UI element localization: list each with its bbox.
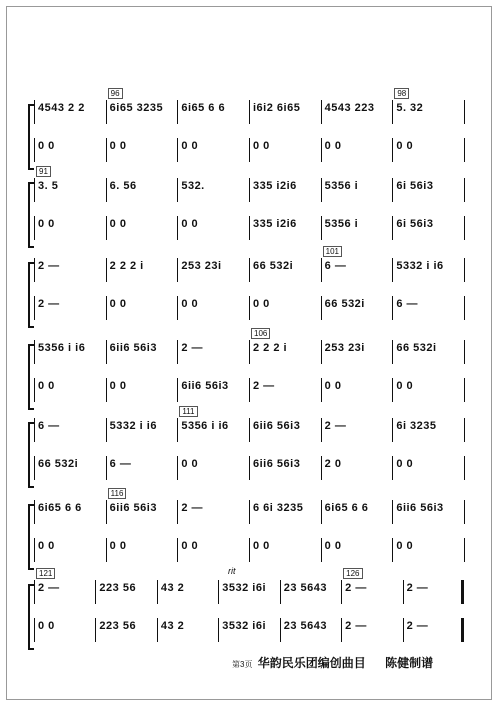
barline [106,100,107,124]
measure-notes: 2 — [324,420,347,432]
barline [392,100,393,124]
barline [177,258,178,282]
measure-notes: 43 2 [160,582,185,594]
measure-notes: 5356 i i6 [38,342,86,354]
barline [392,138,393,162]
barline [341,580,342,604]
measure-notes: 6 — [396,298,419,310]
barline [392,378,393,402]
lower-staff [34,456,464,480]
rehearsal-number: 111 [179,406,197,417]
barline [249,538,250,562]
barline [392,178,393,202]
measure-notes: 2 — [181,342,204,354]
measure-notes: 2 — [345,620,367,632]
barline [177,500,178,524]
barline [177,418,178,442]
barline [106,418,107,442]
barline [321,258,322,282]
score-system [34,89,464,172]
barline [34,216,35,240]
barline [157,618,158,642]
measure-notes: 66 532i [396,342,437,354]
barline [464,500,465,524]
barline [403,580,404,604]
measure-notes: 0 0 [396,380,414,392]
barline [106,456,107,480]
measure-notes: 3532 i6i [222,620,267,632]
rehearsal-number: 98 [394,88,409,99]
barline [464,456,465,480]
measure-notes: 5356 i i6 [181,420,229,432]
barline [249,296,250,320]
measure-notes: 6ii6 56i3 [396,502,444,514]
barline [392,418,393,442]
barline [95,618,96,642]
barline [95,580,96,604]
barline [321,340,322,364]
measure-notes: 6ii6 56i3 [109,502,157,514]
measure-notes: 253 23i [324,342,365,354]
measure-notes: 0 0 [109,140,127,152]
measure-notes: 66 532i [38,458,79,470]
measure-notes: 0 0 [109,380,127,392]
troupe-title: 华韵民乐团编创曲目 [257,656,366,670]
score-system [34,329,464,412]
barline [106,378,107,402]
barline [249,100,250,124]
measure-notes: 6ii6 56i3 [181,380,229,392]
barline [464,296,465,320]
barline [249,500,250,524]
barline [177,340,178,364]
barline [392,340,393,364]
rehearsal-number: 106 [251,328,270,339]
barline [321,100,322,124]
barline [34,258,35,282]
barline [392,216,393,240]
barline [464,538,465,562]
lower-staff [34,378,464,402]
measure-notes: 6ii6 56i3 [253,458,301,470]
barline [464,100,465,124]
measure-notes: 0 0 [181,540,199,552]
measure-notes: 223 56 [99,582,137,594]
measure-notes: 2 2 2 i [253,342,288,354]
barline [34,296,35,320]
lower-staff [34,138,464,162]
measure-notes: 0 0 [38,218,55,230]
footer [232,654,433,671]
measure-notes: 2 — [345,582,367,594]
barline [177,456,178,480]
measure-notes: 223 56 [99,620,137,632]
barline [321,538,322,562]
measure-notes: 0 0 [181,140,199,152]
barline [464,340,465,364]
rehearsal-number: 116 [108,488,127,499]
barline [106,500,107,524]
author-credit: 陈健制谱 [385,656,434,670]
measure-notes: 5356 i [324,218,359,230]
barline [321,178,322,202]
measure-notes: 0 0 [324,140,342,152]
measure-notes: 0 0 [38,540,55,552]
barline [34,418,35,442]
measure-notes: 0 0 [109,218,127,230]
measure-notes: 66 532i [324,298,365,310]
measure-notes: 335 i2i6 [253,180,297,192]
measure-notes: 2 — [406,582,429,594]
measure-notes: 6 — [38,420,60,432]
measure-notes: 4543 223 [324,102,375,114]
barline [280,618,281,642]
measure-notes: 0 0 [396,458,414,470]
barline [249,418,250,442]
measure-notes: 23 5643 [283,582,327,594]
measure-notes: 6 — [109,458,132,470]
barline [321,216,322,240]
measure-notes: 6i 56i3 [396,180,434,192]
page-label: 第3页 [232,660,253,669]
measure-notes: 6ii6 56i3 [109,342,157,354]
measure-notes: 5356 i [324,180,359,192]
barline [34,100,35,124]
barline [106,538,107,562]
score-system [34,489,464,572]
barline [34,580,35,604]
barline [249,178,250,202]
measure-notes: 5. 32 [396,102,424,114]
barline [157,580,158,604]
measure-notes: 253 23i [181,260,222,272]
barline [34,456,35,480]
rehearsal-number: 121 [36,568,55,579]
measure-notes: 2 0 [324,458,342,470]
measure-notes: 0 0 [181,458,199,470]
measure-notes: 532. [181,180,205,192]
measure-notes: 0 0 [324,540,342,552]
barline [464,378,465,402]
barline [249,216,250,240]
barline [177,100,178,124]
measure-notes: 0 0 [396,540,414,552]
measure-notes: 2 — [38,582,60,594]
barline [106,258,107,282]
measure-notes: 0 0 [324,380,342,392]
barline [403,618,404,642]
barline [392,500,393,524]
measure-notes: 6i65 3235 [109,102,164,114]
measure-notes: 3. 5 [38,180,59,192]
upper-staff [34,258,464,282]
barline [106,216,107,240]
measure-notes: 6i 56i3 [396,218,434,230]
measure-notes: 2 — [181,502,204,514]
measure-notes: 0 0 [396,140,414,152]
barline [34,378,35,402]
measure-notes: 0 0 [181,298,199,310]
measure-notes: i6i2 6i65 [253,102,301,114]
measure-notes: 2 — [406,620,429,632]
upper-staff [34,100,464,124]
lower-staff [34,216,464,240]
rit-marking: rit [228,566,236,576]
barline [392,296,393,320]
upper-staff [34,340,464,364]
barline [106,340,107,364]
upper-staff [34,418,464,442]
measure-notes: 5332 i i6 [109,420,157,432]
barline [177,538,178,562]
upper-staff [34,178,464,202]
measure-notes: 0 0 [181,218,199,230]
measure-notes: 66 532i [253,260,294,272]
score-system [34,247,464,330]
barline [321,456,322,480]
lower-staff [34,296,464,320]
measure-notes: 4543 2 2 [38,102,85,114]
measure-notes: 335 i2i6 [253,218,297,230]
barline [34,340,35,364]
barline [249,258,250,282]
barline [321,500,322,524]
barline [464,216,465,240]
barline [464,418,465,442]
measure-notes: 0 0 [109,540,127,552]
measure-notes: 6. 56 [109,180,137,192]
measure-notes: 0 0 [38,620,55,632]
barline [177,378,178,402]
barline [34,138,35,162]
barline [392,258,393,282]
measure-notes: 23 5643 [283,620,327,632]
measure-notes: 0 0 [38,380,55,392]
measure-notes: 5332 i i6 [396,260,444,272]
rehearsal-number: 96 [108,88,123,99]
measure-notes: 2 2 2 i [109,260,144,272]
barline [177,216,178,240]
barline [177,178,178,202]
measure-notes: 3532 i6i [222,582,267,594]
barline [249,456,250,480]
measure-notes: 0 0 [38,140,55,152]
barline [321,418,322,442]
measure-notes: 6 — [324,260,347,272]
barline [34,618,35,642]
barline [249,340,250,364]
measure-notes: 2 — [253,380,275,392]
barline [464,138,465,162]
barline [177,296,178,320]
barline [392,456,393,480]
measure-notes: 6i 3235 [396,420,437,432]
lower-staff [34,538,464,562]
barline [106,138,107,162]
final-barline [461,618,464,642]
barline [218,580,219,604]
measure-notes: 2 — [38,260,60,272]
measure-notes: 0 0 [109,298,127,310]
measure-notes: 6i65 6 6 [324,502,369,514]
barline [34,178,35,202]
barline [106,178,107,202]
barline [321,378,322,402]
upper-staff [34,500,464,524]
measure-notes: 0 0 [253,540,270,552]
barline [106,296,107,320]
final-barline [461,580,464,604]
lower-staff [34,618,464,642]
barline [280,580,281,604]
score-system [34,407,464,490]
barline [249,138,250,162]
barline [392,538,393,562]
barline [321,296,322,320]
measure-notes: 43 2 [160,620,185,632]
measure-notes: 0 0 [253,298,270,310]
upper-staff [34,580,464,604]
measure-notes: 6ii6 56i3 [253,420,301,432]
rehearsal-number: 126 [343,568,362,579]
barline [177,138,178,162]
measure-notes: 6 6i 3235 [253,502,304,514]
barline [341,618,342,642]
rehearsal-number: 91 [36,166,51,177]
barline [464,258,465,282]
score-system [34,167,464,250]
barline [321,138,322,162]
barline [218,618,219,642]
measure-notes: 0 0 [253,140,270,152]
measure-notes: 6i65 6 6 [38,502,82,514]
barline [34,538,35,562]
barline [464,178,465,202]
measure-notes: 2 — [38,298,60,310]
measure-notes: 6i65 6 6 [181,102,226,114]
barline [249,378,250,402]
barline [34,500,35,524]
rehearsal-number: 101 [323,246,342,257]
